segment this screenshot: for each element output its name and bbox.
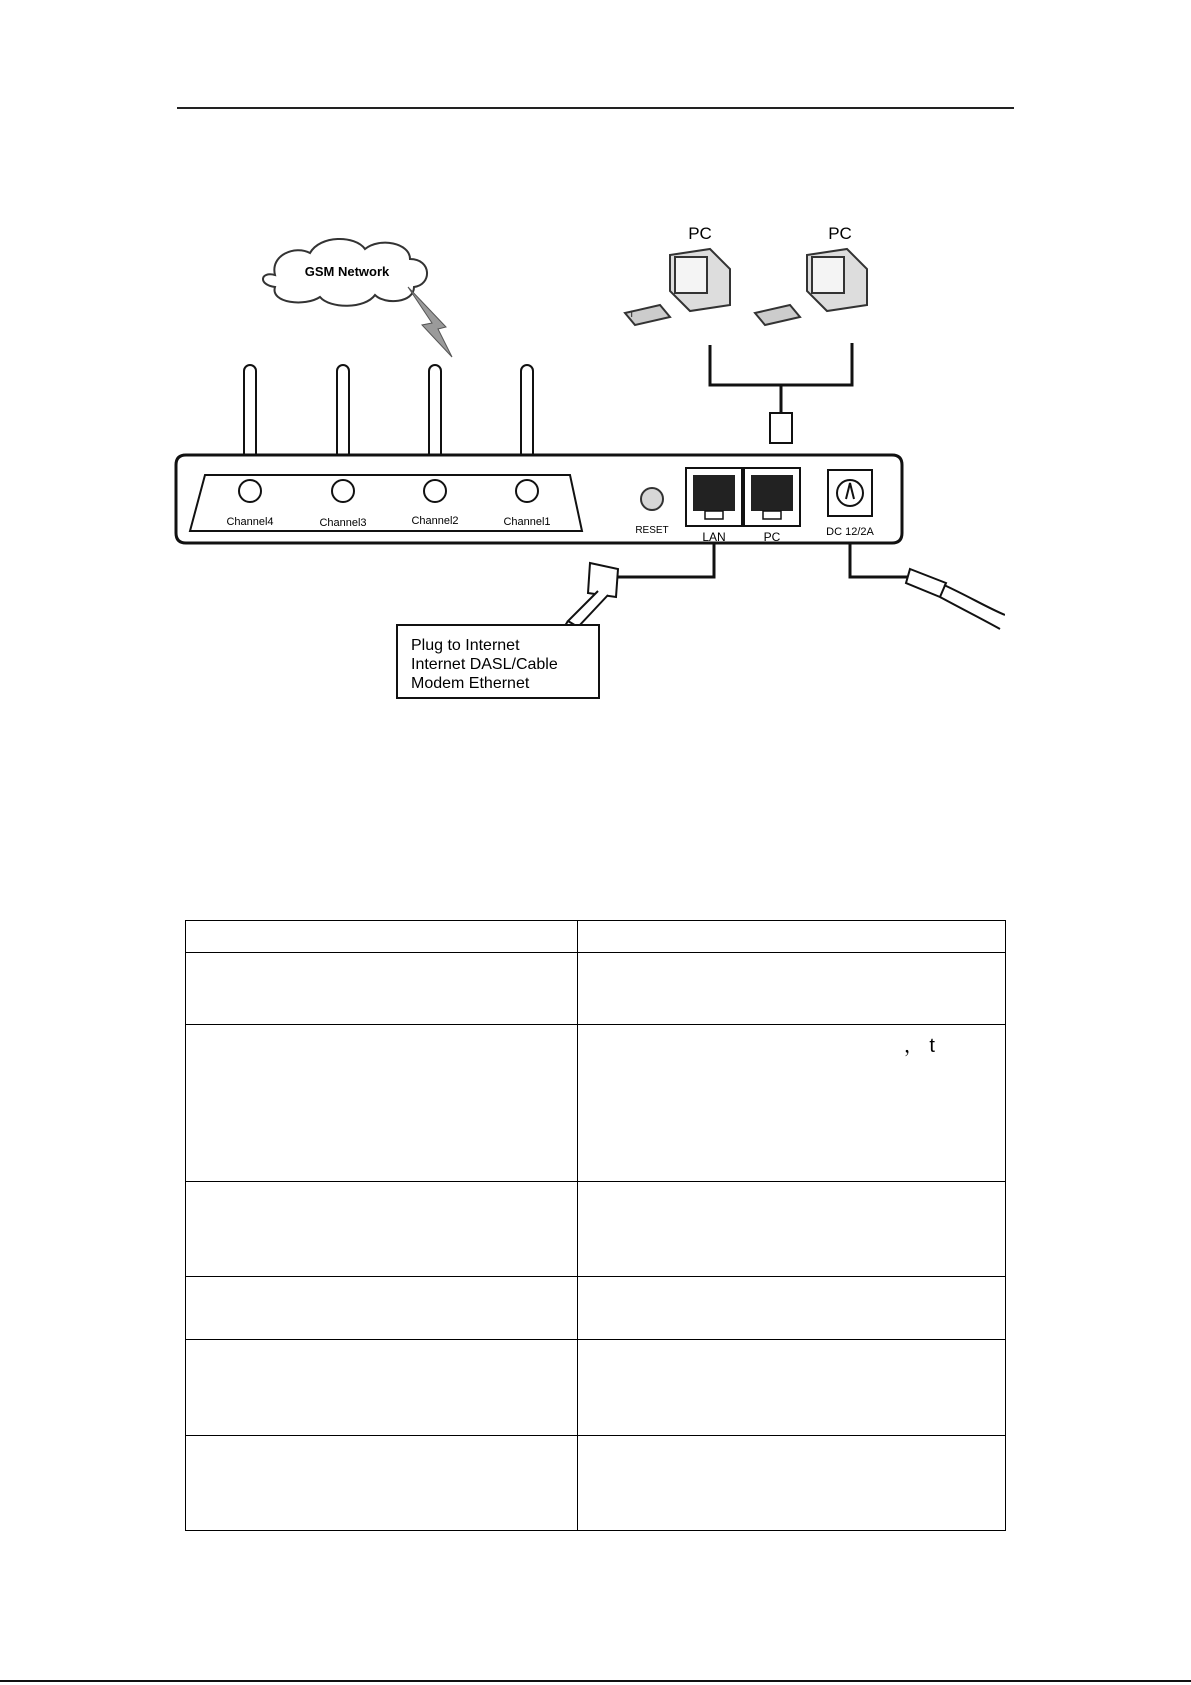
footer-rule: [0, 1680, 1191, 1682]
table-cell: [186, 1025, 578, 1182]
header-rule: [177, 107, 1014, 109]
table-row: [186, 1436, 1006, 1531]
pc-icon-left: [625, 225, 730, 325]
table-row: [186, 1340, 1006, 1436]
power-plug-icon: [906, 569, 1005, 629]
pc-port-icon: [744, 468, 800, 526]
table-cell: [578, 1277, 1006, 1340]
table-cell: [186, 1436, 578, 1531]
table-cell: [578, 921, 1006, 953]
channel1-label: Channel1: [503, 516, 551, 528]
callout-line-1: Plug to Internet: [411, 637, 520, 654]
pc-label-left: PC: [688, 225, 712, 243]
channel2-label: Channel2: [411, 515, 459, 527]
table-cell: [186, 1182, 578, 1277]
internet-callout: [397, 625, 599, 698]
table-cell: [578, 1436, 1006, 1531]
table-cell: [578, 1340, 1006, 1436]
reset-label: RESET: [635, 525, 669, 536]
callout-line-2: Internet DASL/Cable: [411, 656, 558, 673]
table-cell: [578, 953, 1006, 1025]
dc-label: DC 12/2A: [826, 526, 874, 538]
rj45-plug-icon: [770, 413, 792, 443]
channel4-label: Channel4: [226, 516, 274, 528]
channel3-label: Channel3: [319, 517, 367, 529]
table-row: [186, 1025, 1006, 1182]
spec-table: [185, 920, 1006, 1531]
table-cell: ， t: [578, 1025, 1006, 1182]
stray-mark: ı: [630, 306, 634, 320]
connection-diagram: [170, 225, 1005, 703]
table-row: [186, 1277, 1006, 1340]
pc-cable: [710, 343, 852, 415]
lan-port-icon: [686, 468, 742, 526]
table-cell: [578, 1182, 1006, 1277]
lan-label: LAN: [702, 530, 726, 544]
reset-button-icon: [641, 488, 663, 510]
gsm-network-label: GSM Network: [304, 264, 390, 279]
table-row: [186, 953, 1006, 1025]
table-row: [186, 1182, 1006, 1277]
lightning-bolt-icon: [408, 287, 452, 357]
dc-jack-icon: [828, 470, 872, 516]
lan-cable: [618, 543, 714, 577]
table-cell: [186, 921, 578, 953]
pc-icon-right: [755, 225, 867, 325]
table-row: [186, 921, 1006, 953]
gsm-cloud-icon: [263, 239, 427, 306]
table-cell: [186, 953, 578, 1025]
power-cable: [850, 543, 910, 577]
pc-label-right: PC: [828, 225, 852, 243]
table-cell: [186, 1277, 578, 1340]
callout-line-3: Modem Ethernet: [411, 675, 530, 692]
pc-port-label: PC: [763, 530, 781, 544]
table-cell: [186, 1340, 578, 1436]
